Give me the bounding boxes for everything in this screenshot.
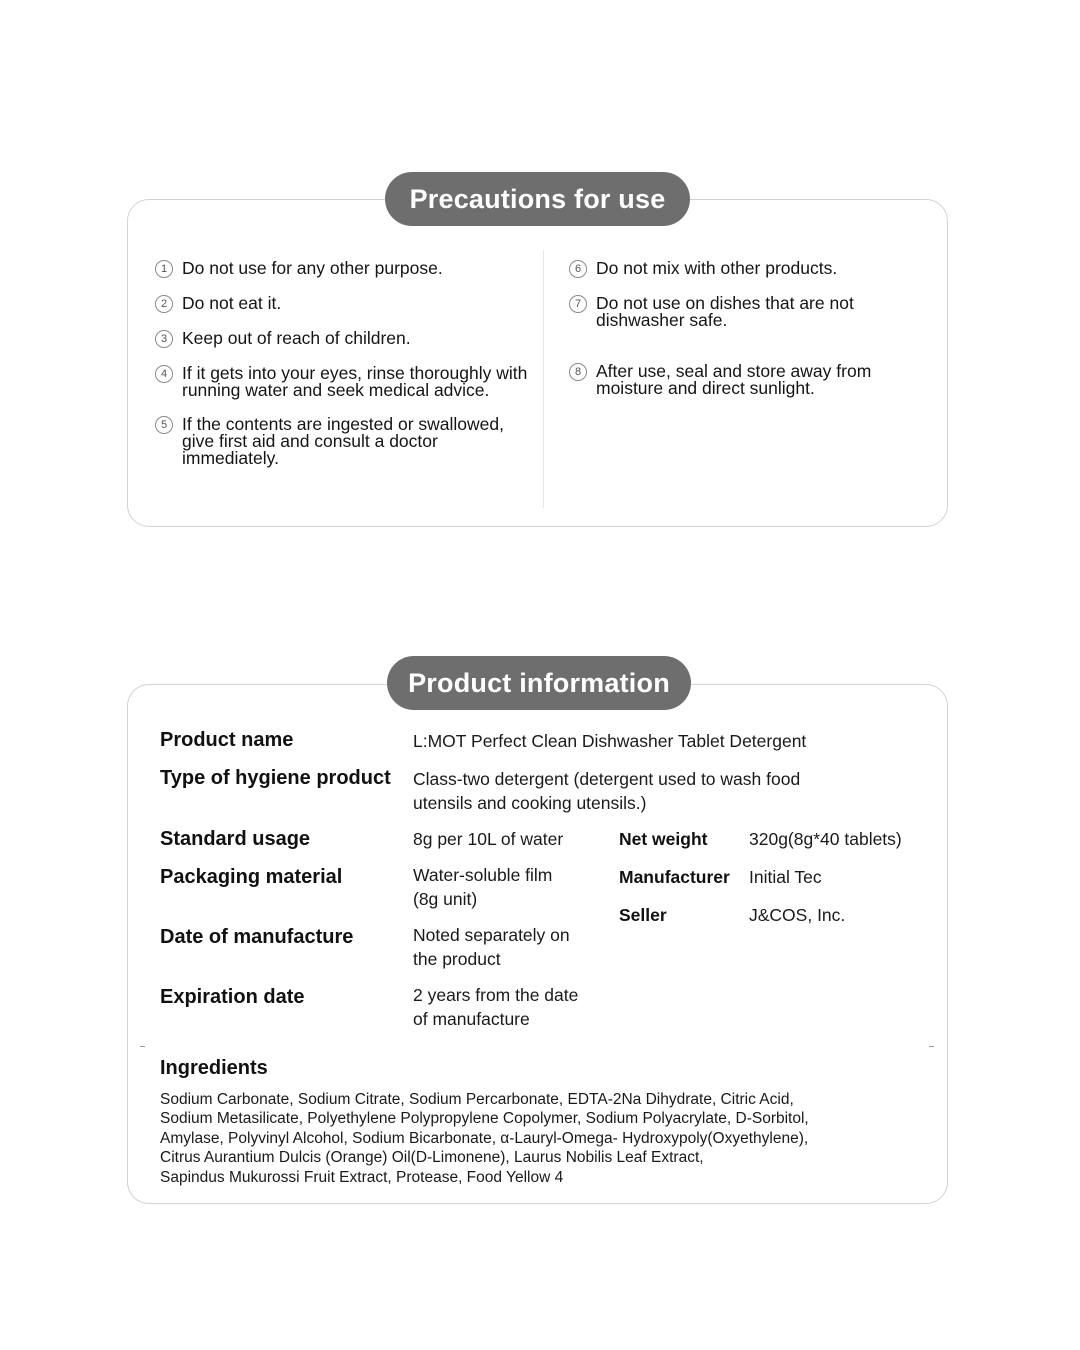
number-badge: 6 bbox=[569, 260, 587, 278]
precaution-item bbox=[155, 260, 530, 278]
precaution-item bbox=[569, 260, 929, 278]
product-info-title: Product information bbox=[387, 656, 691, 710]
ingredients-label: Ingredients bbox=[160, 1057, 268, 1079]
precaution-item bbox=[155, 365, 530, 399]
ingredients-line: Sodium Carbonate, Sodium Citrate, Sodium Percarbonate, EDTA-2Na Dihydrate, Citric Acid, bbox=[160, 1091, 794, 1108]
product-info-card bbox=[127, 684, 948, 1204]
precaution-text: Do not use for any other purpose. bbox=[182, 258, 443, 278]
ingredients-line: Amylase, Polyvinyl Alcohol, Sodium Bicarbonate, α-Lauryl-Omega- Hydroxypoly(Oxyethylene), bbox=[160, 1129, 809, 1147]
manufacture-date-value bbox=[413, 923, 570, 971]
precaution-text: If it gets into your eyes, rinse thoroughly with running water and seek medical advice. bbox=[182, 363, 528, 400]
expiration-label: Expiration date bbox=[160, 986, 305, 1008]
ingredients-line: Citrus Aurantium Dulcis (Orange) Oil(D-Limonene), Laurus Nobilis Leaf Extract, bbox=[160, 1149, 704, 1167]
manufacture-date-line: the product bbox=[413, 949, 501, 969]
manufacture-date-label: Date of manufacture bbox=[160, 926, 354, 948]
number-badge: 5 bbox=[155, 416, 173, 434]
precaution-item bbox=[155, 295, 530, 313]
ingredients-text bbox=[160, 1090, 920, 1187]
number-badge: 4 bbox=[155, 365, 173, 383]
number-badge: 3 bbox=[155, 330, 173, 348]
divider-tick bbox=[140, 1046, 145, 1047]
manufacture-date-line: Noted separately on bbox=[413, 925, 570, 945]
precaution-item bbox=[155, 416, 530, 467]
precaution-item bbox=[569, 295, 929, 329]
ingredients-line: Sodium Metasilicate, Polyethylene Polypropylene Copolymer, Sodium Polyacrylate, D-Sorbitol, bbox=[160, 1110, 809, 1128]
standard-usage-label: Standard usage bbox=[160, 828, 311, 850]
hygiene-type-label: Type of hygiene product bbox=[160, 767, 391, 789]
packaging-value bbox=[413, 863, 552, 911]
precaution-text: Do not eat it. bbox=[182, 293, 282, 313]
seller-value: J&COS, Inc. bbox=[749, 905, 846, 925]
standard-usage-value: 8g per 10L of water bbox=[413, 829, 564, 849]
seller-label: Seller bbox=[619, 905, 667, 925]
number-badge: 8 bbox=[569, 363, 587, 381]
precaution-item bbox=[155, 330, 530, 348]
number-badge: 1 bbox=[155, 260, 173, 278]
manufacturer-value: Initial Tec bbox=[749, 867, 822, 887]
number-badge: 7 bbox=[569, 295, 587, 313]
number-badge: 2 bbox=[155, 295, 173, 313]
precautions-list-left bbox=[155, 260, 530, 467]
precaution-text: Do not mix with other products. bbox=[596, 258, 838, 278]
precaution-item bbox=[569, 363, 929, 397]
precautions-title: Precautions for use bbox=[385, 172, 690, 226]
hygiene-type-value: Class-two detergent (detergent used to wash food utensils and cooking utensils.) bbox=[413, 769, 801, 813]
net-weight-label: Net weight bbox=[619, 829, 708, 849]
column-divider bbox=[543, 250, 544, 508]
packaging-value-line: (8g unit) bbox=[413, 889, 478, 909]
precaution-text: If the contents are ingested or swallowed, give first aid and consult a doctor immediately. bbox=[182, 414, 504, 468]
product-name-label: Product name bbox=[160, 729, 294, 751]
precautions-card bbox=[127, 199, 948, 527]
net-weight-value: 320g(8g*40 tablets) bbox=[749, 829, 902, 849]
manufacturer-label: Manufacturer bbox=[619, 867, 730, 887]
packaging-value-line: Water-soluble film bbox=[413, 865, 553, 885]
expiration-line: 2 years from the date bbox=[413, 985, 579, 1005]
precautions-list-right bbox=[569, 260, 929, 397]
divider-tick bbox=[929, 1046, 934, 1047]
product-name-value: L:MOT Perfect Clean Dishwasher Tablet Detergent bbox=[413, 731, 807, 751]
ingredients-line: Sapindus Mukurossi Fruit Extract, Protease, Food Yellow 4 bbox=[160, 1168, 564, 1186]
packaging-label: Packaging material bbox=[160, 866, 343, 888]
precaution-text: Keep out of reach of children. bbox=[182, 328, 411, 348]
precaution-text: After use, seal and store away from moisture and direct sunlight. bbox=[596, 361, 872, 398]
expiration-value bbox=[413, 983, 578, 1031]
expiration-line: of manufacture bbox=[413, 1009, 530, 1029]
precaution-text: Do not use on dishes that are not dishwasher safe. bbox=[596, 293, 854, 330]
